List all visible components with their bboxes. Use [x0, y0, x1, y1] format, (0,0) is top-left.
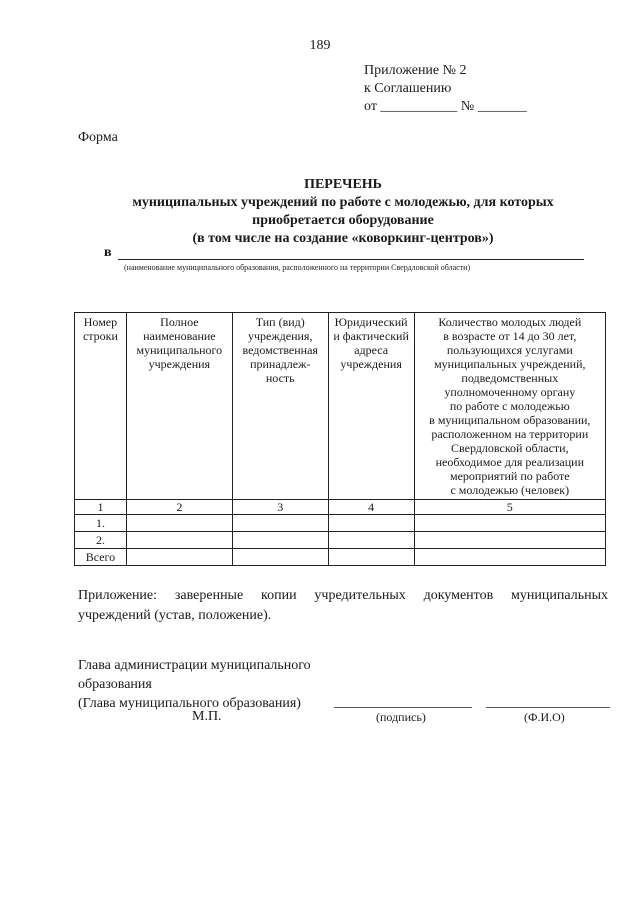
header-full-name: Полное наименование муниципального учреждения — [126, 313, 232, 500]
table-cell — [328, 532, 414, 549]
title-line-2: приобретается оборудование — [252, 213, 434, 228]
form-label: Форма — [78, 130, 118, 145]
table-cell — [414, 532, 605, 549]
institutions-table — [74, 312, 606, 566]
signature-caption: (подпись) — [376, 710, 426, 724]
name-caption: (Ф.И.О) — [524, 710, 565, 724]
attachment-note — [78, 586, 608, 626]
title-heading: ПЕРЕЧЕНЬ — [304, 177, 382, 192]
table-cell — [328, 549, 414, 566]
attachment-line-2: учреждений (устав, положение). — [78, 608, 272, 623]
table-cell — [414, 549, 605, 566]
table-row — [75, 515, 606, 532]
page-number: 189 — [309, 38, 331, 53]
table-cell — [232, 549, 328, 566]
appendix-line-3: от ___________ № _______ — [364, 99, 527, 114]
signer-line-1: Глава администрации муниципального — [78, 658, 311, 673]
table-cell — [328, 515, 414, 532]
table-cell — [232, 515, 328, 532]
header-address: Юридический и фактический адреса учреждения — [328, 313, 414, 500]
table-header-row — [75, 313, 606, 500]
total-label-cell: Всего — [75, 549, 127, 566]
attachment-line-1: Приложение: заверенные копии учредительных документов муниципальных — [78, 588, 608, 603]
appendix-line-2: к Соглашению — [364, 81, 452, 96]
signer-line-2: образования — [78, 677, 152, 692]
header-row-number: Номер строки — [75, 313, 127, 500]
table-cell — [126, 549, 232, 566]
column-number: 1 — [75, 500, 127, 515]
name-line — [486, 707, 610, 708]
signer-line-3: (Глава муниципального образования) — [78, 696, 301, 711]
table-cell — [232, 532, 328, 549]
table-total-row — [75, 549, 606, 566]
title-line-1: муниципальных учреждений по работе с молодежью, для которых — [132, 195, 554, 210]
signer-block — [78, 656, 311, 713]
column-number: 4 — [328, 500, 414, 515]
table-row — [75, 532, 606, 549]
stamp-placeholder: М.П. — [192, 709, 222, 724]
municipality-underline — [118, 259, 584, 260]
municipality-caption: (наименование муниципального образования, расположенного на территории Свердловской области) — [124, 263, 471, 272]
row-number-cell: 2. — [75, 532, 127, 549]
title-line-3: (в том числе на создание «коворкинг-центров») — [192, 231, 494, 246]
header-type: Тип (вид) учреждения, ведомственная принадлеж- ность — [232, 313, 328, 500]
municipality-field — [104, 246, 584, 260]
table-cell — [414, 515, 605, 532]
document-title — [78, 176, 608, 248]
column-number: 2 — [126, 500, 232, 515]
appendix-reference — [364, 62, 527, 116]
column-number: 3 — [232, 500, 328, 515]
municipality-prefix: в — [104, 245, 112, 260]
header-youth-count: Количество молодых людей в возрасте от 14 до 30 лет, пользующихся услугами муниципальных учреждений, подведомственных уполномоченному органу по работе с молодежью в муниципальном образовании, расположенном на территории Свердловской области, необходимое для реализации мероприятий по работе с молодежью (человек) — [414, 313, 605, 500]
appendix-line-1: Приложение № 2 — [364, 63, 467, 78]
table-cell — [126, 515, 232, 532]
column-number: 5 — [414, 500, 605, 515]
row-number-cell: 1. — [75, 515, 127, 532]
table-cell — [126, 532, 232, 549]
signature-line — [334, 707, 472, 708]
column-number-row — [75, 500, 606, 515]
